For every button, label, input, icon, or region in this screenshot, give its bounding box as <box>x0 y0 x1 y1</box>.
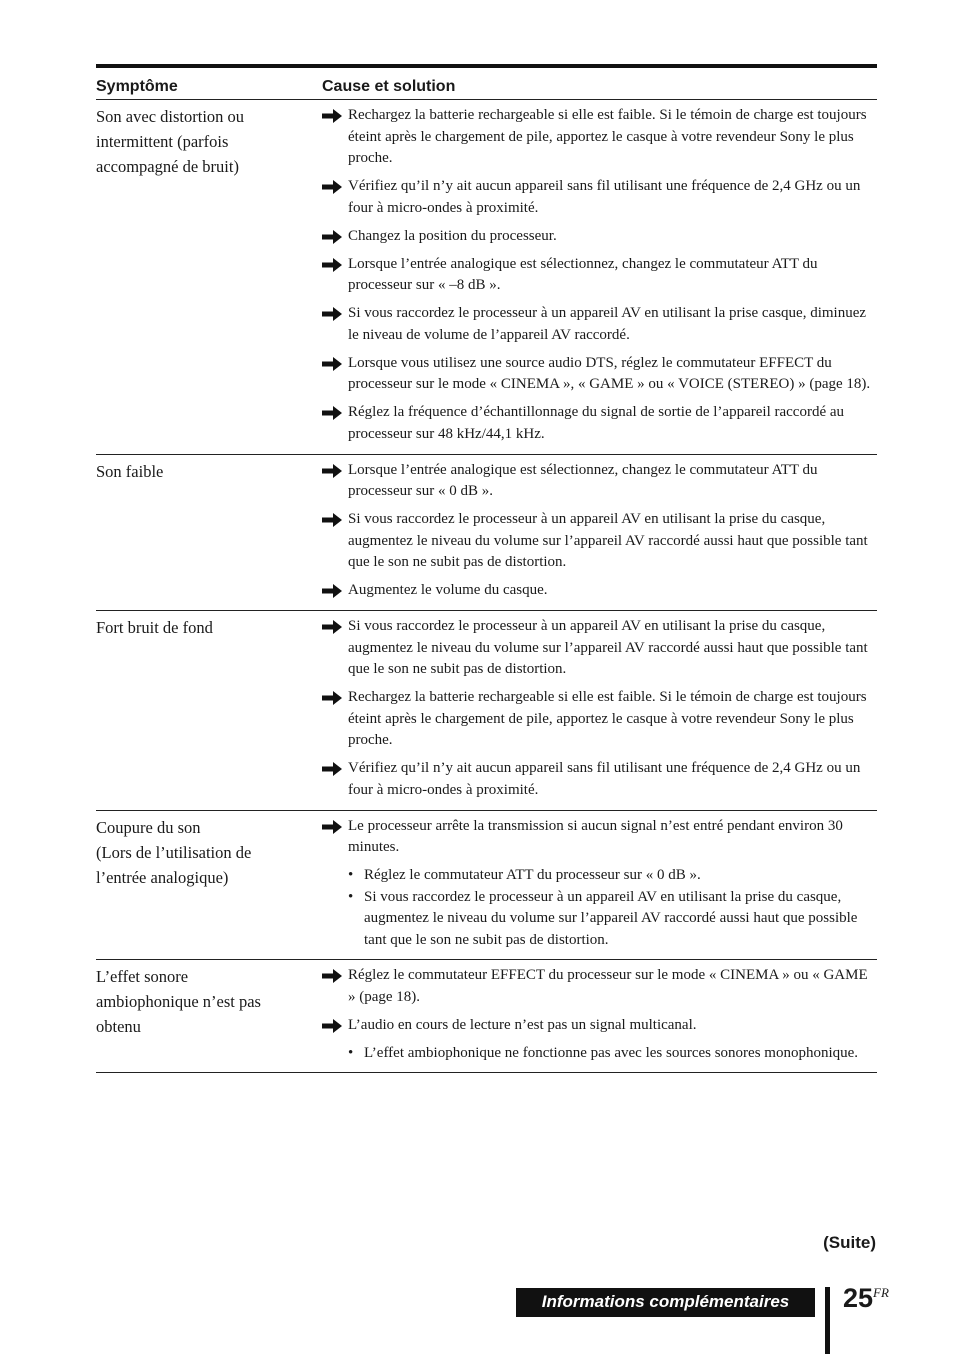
solution-item <box>322 580 877 602</box>
solution-item <box>322 105 877 170</box>
solution-text: Lorsque vous utilisez une source audio DTS, réglez le commutateur EFFECT du processeur sur le mode « CINEMA », « GAME » ou « VOICE (STEREO) » (page 18). <box>348 354 871 392</box>
solution-text: Vérifiez qu’il n’y ait aucun appareil sans fil utilisant une fréquence de 2,4 GHz ou un four à micro-ondes à proximité. <box>348 178 861 216</box>
right-arrow-icon <box>322 180 342 194</box>
solution-item <box>322 226 877 248</box>
solution-cell <box>322 100 877 454</box>
right-arrow-icon <box>322 357 342 371</box>
solution-text: Le processeur arrête la transmission si aucun signal n’est entré pendant environ 30 minutes. <box>348 817 843 855</box>
solution-cell <box>322 611 877 810</box>
solution-item <box>322 176 877 219</box>
solution-text: Rechargez la batterie rechargeable si elle est faible. Si le témoin de charge est toujours éteint après le chargement de pile, apportez le casque à votre revendeur Sony le plus proche. <box>348 689 867 748</box>
continued-label: (Suite) <box>823 1233 876 1252</box>
bullet-list <box>322 865 877 951</box>
symptom-cell: Fort bruit de fond <box>96 618 213 637</box>
symptom-cell: L’effet sonore ambiophonique n’est pas obtenu <box>96 967 261 1036</box>
symptom-cell: Coupure du son (Lors de l’utilisation de l’entrée analogique) <box>96 817 252 887</box>
table-row <box>96 811 877 961</box>
solution-text: Si vous raccordez le processeur à un appareil AV en utilisant la prise du casque, augmentez le niveau du volume sur l’appareil AV raccordé aussi haut que possible tant que le son ne subit pas de distortion. <box>348 618 868 677</box>
table-row <box>96 455 877 612</box>
bullet-text: Si vous raccordez le processeur à un appareil AV en utilisant la prise du casque, augmentez le niveau du volume sur l’appareil AV raccordé aussi haut que possible tant que le son ne subit pas de distortion. <box>364 888 858 948</box>
page-language-suffix: FR <box>873 1285 889 1300</box>
solution-text: Lorsque l’entrée analogique est sélectionnez, changez le commutateur ATT du processeur sur « –8 dB ». <box>348 255 818 293</box>
table-body <box>96 100 877 1073</box>
right-arrow-icon <box>322 464 342 478</box>
solution-text: Augmentez le volume du casque. <box>348 582 548 598</box>
bullet-text: Réglez le commutateur ATT du processeur sur « 0 dB ». <box>364 867 701 883</box>
solution-item <box>322 303 877 346</box>
solution-cell <box>322 811 877 960</box>
solution-item <box>322 758 877 801</box>
solution-text: Changez la position du processeur. <box>348 227 557 244</box>
bullet-text: L’effet ambiophonique ne fonctionne pas avec les sources sonores monophonique. <box>364 1044 859 1061</box>
solution-item <box>322 353 877 396</box>
solution-item <box>322 616 877 681</box>
solution-cell <box>322 455 877 611</box>
bullet-dot-icon: • <box>348 888 354 905</box>
right-arrow-icon <box>322 513 342 527</box>
right-arrow-icon <box>322 762 342 776</box>
header-symptom: Symptôme <box>96 78 178 95</box>
solution-item <box>322 460 877 503</box>
solution-text: L’audio en cours de lecture n’est pas un signal multicanal. <box>348 1016 697 1033</box>
solution-item <box>322 687 877 752</box>
section-title: Informations complémentaires <box>516 1288 815 1317</box>
right-arrow-icon <box>322 1019 342 1033</box>
solution-item <box>322 816 877 859</box>
solution-item <box>322 402 877 445</box>
bullet-item <box>322 887 877 952</box>
solution-text: Réglez le commutateur EFFECT du processeur sur le mode « CINEMA » ou « GAME » (page 18). <box>348 967 868 1005</box>
bullet-list <box>322 1043 877 1065</box>
bullet-dot-icon: • <box>348 867 354 883</box>
solution-item <box>322 509 877 574</box>
page-number-value: 25 <box>843 1283 874 1313</box>
solution-item <box>322 254 877 297</box>
solution-text: Réglez la fréquence d’échantillonnage du signal de sortie de l’appareil raccordé au processeur sur 48 kHz/44,1 kHz. <box>348 404 845 442</box>
solution-text: Rechargez la batterie rechargeable si elle est faible. Si le témoin de charge est toujours éteint après le chargement de pile, apportez le casque à votre revendeur Sony le plus proche. <box>348 107 867 166</box>
solution-text: Lorsque l’entrée analogique est sélectionnez, changez le commutateur ATT du processeur sur « 0 dB ». <box>348 461 818 499</box>
bullet-item <box>322 865 877 887</box>
solution-item <box>322 1015 877 1037</box>
table-row <box>96 960 877 1073</box>
right-arrow-icon <box>322 820 342 834</box>
right-arrow-icon <box>322 969 342 983</box>
right-arrow-icon <box>322 406 342 420</box>
header-cause: Cause et solution <box>322 78 456 95</box>
table-row <box>96 100 877 455</box>
symptom-cell: Son avec distortion ou intermittent (parfois accompagné de bruit) <box>96 107 245 176</box>
right-arrow-icon <box>322 620 342 634</box>
solution-text: Vérifiez qu’il n’y ait aucun appareil sans fil utilisant une fréquence de 2,4 GHz ou un four à micro-ondes à proximité. <box>348 760 861 798</box>
solution-item <box>322 965 877 1008</box>
page-divider <box>825 1287 830 1354</box>
solution-text: Si vous raccordez le processeur à un appareil AV en utilisant la prise casque, diminuez le niveau de volume de l’appareil AV raccordé. <box>348 305 867 343</box>
solution-text: Si vous raccordez le processeur à un appareil AV en utilisant la prise du casque, augmentez le niveau du volume sur l’appareil AV raccordé aussi haut que possible tant que le son ne subit pas de distortion. <box>348 511 868 570</box>
right-arrow-icon <box>322 230 342 244</box>
table-row <box>96 611 877 811</box>
right-arrow-icon <box>322 584 342 598</box>
symptom-cell: Son faible <box>96 461 164 481</box>
right-arrow-icon <box>322 307 342 321</box>
solution-cell <box>322 960 877 1072</box>
table-header <box>96 68 877 100</box>
page-number <box>843 1283 889 1314</box>
troubleshooting-table <box>96 64 877 1073</box>
right-arrow-icon <box>322 691 342 705</box>
bullet-item <box>322 1043 877 1065</box>
bullet-dot-icon: • <box>348 1044 354 1061</box>
right-arrow-icon <box>322 258 342 272</box>
right-arrow-icon <box>322 109 342 123</box>
